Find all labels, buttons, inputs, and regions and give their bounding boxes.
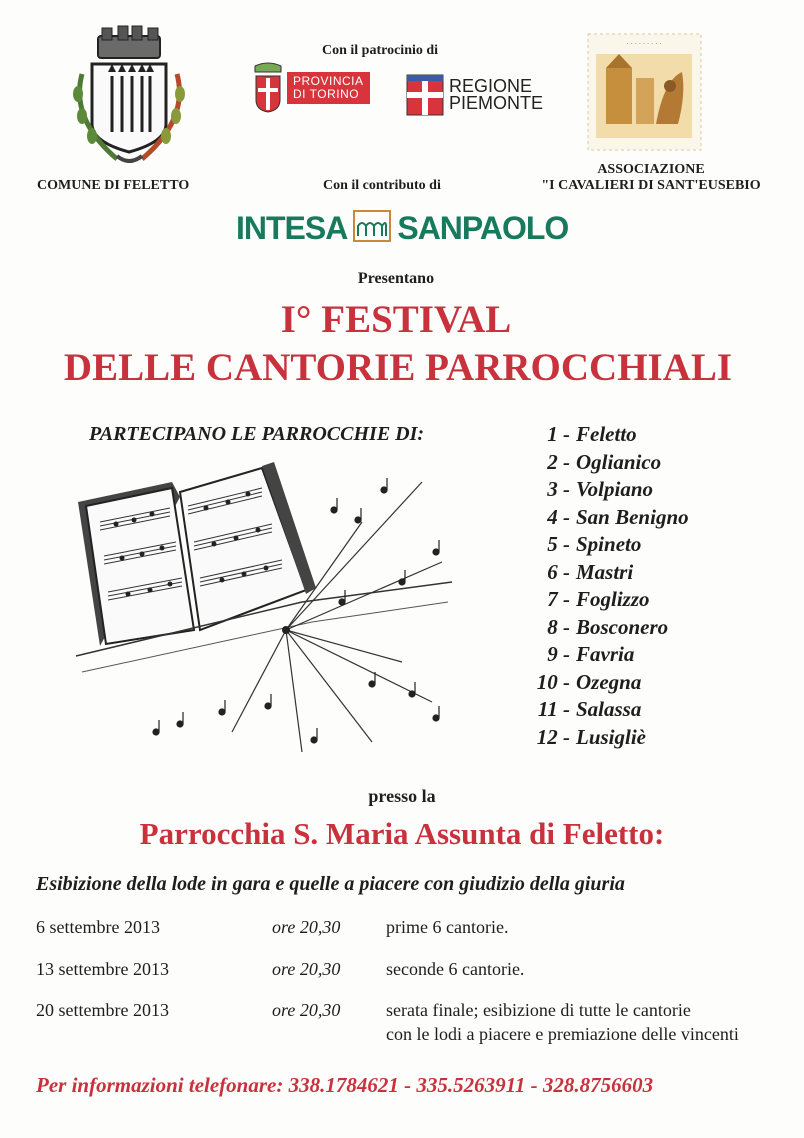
exhibition-text: Esibizione della lode in gara e quelle a piacere con giudizio della giuria bbox=[36, 873, 625, 895]
schedule-date: 6 settembre 2013 bbox=[36, 917, 160, 937]
provincia-line2: DI TORINO bbox=[293, 87, 360, 101]
schedule-desc-continued: con le lodi a piacere e premiazione delle vincenti bbox=[386, 1024, 739, 1044]
parish-number: 6 - bbox=[547, 559, 570, 584]
parish-number: 9 - bbox=[547, 642, 570, 666]
parish-number: 3 - bbox=[547, 477, 570, 501]
list-item bbox=[518, 449, 778, 477]
parish-number: 8 - bbox=[547, 614, 570, 639]
provincia-crest-icon bbox=[253, 62, 283, 114]
parish-number: 7 - bbox=[547, 587, 570, 611]
patronage-label: Con il patrocinio di bbox=[322, 43, 439, 58]
comune-caption: COMUNE DI FELETTO bbox=[37, 178, 190, 193]
parish-name: San Benigno bbox=[576, 504, 689, 529]
provincia-logo bbox=[253, 62, 370, 114]
parish-name: Bosconero bbox=[576, 614, 669, 639]
bank-name-left: INTESA bbox=[236, 210, 348, 246]
provincia-name-box bbox=[287, 72, 370, 104]
regione-line2: PIEMONTE bbox=[449, 93, 544, 113]
parish-name: Volpiano bbox=[576, 477, 654, 501]
list-item bbox=[518, 669, 778, 697]
venue-name: Parrocchia S. Maria Assunta di Feletto: bbox=[139, 816, 665, 851]
parish-number: 10 - bbox=[536, 669, 570, 694]
list-item bbox=[518, 696, 778, 724]
contribution-label: Con il contributo di bbox=[323, 178, 441, 193]
schedule-time: ore 20,30 bbox=[272, 917, 341, 937]
schedule-time: ore 20,30 bbox=[272, 1000, 341, 1020]
bank-name-right: SANPAOLO bbox=[397, 210, 569, 246]
intro-text: Presentano bbox=[357, 270, 435, 287]
parish-name: Lusigliè bbox=[576, 724, 647, 749]
parish-name: Oglianico bbox=[576, 449, 662, 474]
list-item bbox=[518, 614, 778, 642]
schedule-desc: prime 6 cantorie. bbox=[386, 917, 509, 937]
parish-name: Feletto bbox=[576, 422, 637, 446]
parish-number: 12 - bbox=[536, 724, 570, 749]
association-line2: "I CAVALIERI DI SANT'EUSEBIO bbox=[541, 178, 761, 193]
comune-crest-icon bbox=[62, 24, 197, 169]
parish-name: Foglizzo bbox=[576, 587, 650, 611]
schedule-date: 20 settembre 2013 bbox=[36, 1000, 169, 1020]
list-item bbox=[518, 476, 778, 504]
list-item bbox=[518, 531, 778, 559]
association-emblem-icon bbox=[582, 28, 707, 156]
parish-list bbox=[518, 421, 778, 751]
parish-number: 11 - bbox=[537, 697, 570, 721]
association-line1: ASSOCIAZIONE bbox=[597, 162, 705, 177]
list-item bbox=[518, 586, 778, 614]
venue-intro: presso la bbox=[368, 786, 436, 806]
list-item bbox=[518, 641, 778, 669]
regione-logo bbox=[406, 74, 543, 116]
schedule-date: 13 settembre 2013 bbox=[36, 959, 169, 979]
parish-number: 4 - bbox=[547, 504, 570, 529]
participants-heading: PARTECIPANO LE PARROCCHIE DI: bbox=[89, 423, 425, 445]
page-title-line1: I° FESTIVAL bbox=[280, 298, 512, 341]
parish-name: Mastri bbox=[576, 559, 634, 584]
provincia-line1: PROVINCIA bbox=[293, 74, 364, 88]
parish-name: Spineto bbox=[576, 532, 642, 556]
schedule-desc: serata finale; esibizione di tutte le cantorie bbox=[386, 1000, 691, 1020]
parish-number: 5 - bbox=[547, 532, 570, 556]
regione-line1: REGIONE bbox=[449, 76, 533, 96]
list-item bbox=[518, 504, 778, 532]
page-title-line2: DELLE CANTORIE PARROCCHIALI bbox=[63, 346, 733, 389]
parish-name: Salassa bbox=[576, 697, 642, 721]
parish-number: 2 - bbox=[547, 449, 570, 474]
contact-info: Per informazioni telefonare: 338.1784621 - 335.5263911 - 328.8756603 bbox=[36, 1073, 654, 1097]
regione-name bbox=[449, 78, 543, 112]
schedule-desc: seconde 6 cantorie. bbox=[386, 959, 525, 979]
parish-name: Ozegna bbox=[576, 669, 642, 694]
parish-number: 1 - bbox=[547, 422, 570, 446]
list-item bbox=[518, 559, 778, 587]
bank-bridge-icon bbox=[353, 210, 391, 247]
list-item bbox=[518, 724, 778, 752]
music-book-illustration-icon bbox=[72, 462, 452, 754]
svg-text:· · · · · · · · ·: · · · · · · · · · bbox=[626, 40, 662, 48]
list-item bbox=[518, 421, 778, 449]
bank-logo bbox=[236, 210, 568, 247]
schedule-time: ore 20,30 bbox=[272, 959, 341, 979]
association-caption bbox=[520, 162, 782, 194]
regione-flag-icon bbox=[406, 74, 444, 116]
parish-name: Favria bbox=[576, 642, 635, 666]
